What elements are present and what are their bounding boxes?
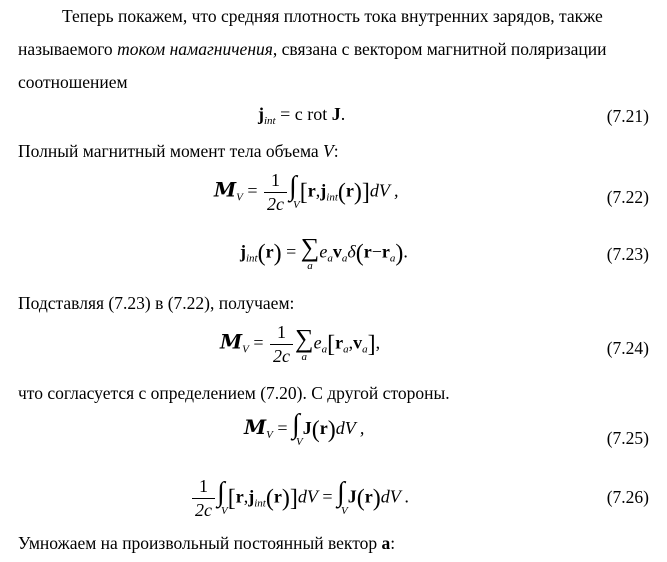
text-run: : <box>390 533 396 553</box>
paren: ( <box>311 417 320 444</box>
equation-rhs: = c rot <box>280 104 328 124</box>
subscript: V <box>236 191 243 204</box>
punct: , <box>375 332 381 353</box>
delta-symbol: δ <box>347 241 356 262</box>
vector-j: j <box>320 180 327 201</box>
fraction <box>192 476 215 521</box>
polarization-symbol: J <box>331 104 341 124</box>
vector-r: r <box>363 241 372 262</box>
equation-number: (7.22) <box>606 187 649 207</box>
paren: ) <box>353 179 362 206</box>
subscript: V <box>266 429 273 442</box>
emphasis-term: током намагничения <box>117 39 273 59</box>
vector-r: r <box>345 180 354 201</box>
integral-sign: ∫ <box>292 409 300 440</box>
subscript: int <box>254 497 266 510</box>
vector-r: r <box>335 332 344 353</box>
differential: dV . <box>380 486 410 507</box>
fraction <box>270 322 293 367</box>
bracket: [ <box>299 179 308 206</box>
equation-number: (7.21) <box>606 106 649 126</box>
paren: ( <box>257 240 266 267</box>
text-run: называемого <box>18 39 118 59</box>
text-run: Полный магнитный момент тела объема <box>18 141 324 161</box>
punct: . <box>403 241 408 262</box>
numerator: 1 <box>199 476 208 496</box>
equals: = <box>277 418 288 439</box>
integral-sign: ∫ <box>289 171 297 203</box>
current-density-symbol: j <box>258 104 264 124</box>
polarization-symbol: J <box>347 486 357 507</box>
paren: ( <box>337 179 346 206</box>
vector-j: j <box>248 486 255 507</box>
integral <box>337 477 348 517</box>
subscript: int <box>326 191 338 204</box>
comma: , <box>348 332 354 353</box>
equation-number: (7.23) <box>606 244 649 264</box>
equals: = <box>247 180 258 201</box>
equation-number: (7.24) <box>606 338 649 358</box>
equation-7-25 <box>244 409 365 449</box>
equation-7-21 <box>258 104 345 127</box>
vector-r: r <box>381 241 390 262</box>
current-density-symbol: j <box>240 241 246 262</box>
integral-limit: V <box>296 436 303 449</box>
numerator: 1 <box>271 170 281 190</box>
paragraph-line: соотношением <box>18 72 128 92</box>
equals: = <box>286 241 297 262</box>
paren: ( <box>356 485 365 512</box>
paragraph-line: Подставляя (7.23) в (7.22), получаем: <box>18 293 295 313</box>
paren: ( <box>265 485 274 512</box>
bracket: [ <box>227 485 236 512</box>
bracket: ] <box>361 179 370 206</box>
magnetic-moment-symbol: M <box>220 329 243 354</box>
paren: ( <box>355 240 364 267</box>
paren: ) <box>395 240 404 267</box>
paren: ) <box>281 485 290 512</box>
punct: . <box>340 104 346 124</box>
sum-sign: ∑ <box>300 233 320 262</box>
integral-limit: V <box>293 198 300 211</box>
subscript: int <box>264 115 276 127</box>
paren: ) <box>273 240 282 267</box>
vector-r: r <box>364 486 373 507</box>
paragraph-line: Теперь покажем, что средняя плотность тока внутренних зарядов, также <box>62 6 603 26</box>
denominator: 2c <box>264 192 287 215</box>
equation-7-23 <box>240 235 408 272</box>
equals: = <box>322 486 333 507</box>
sum-index: a <box>301 351 308 363</box>
text-run: : <box>333 141 339 161</box>
vector-r: r <box>319 418 328 439</box>
equation-7-24 <box>220 322 380 367</box>
integral <box>289 171 300 211</box>
bracket: ] <box>289 485 298 512</box>
denominator: 2c <box>192 498 215 521</box>
magnetic-moment-symbol: M <box>244 415 267 440</box>
polarization-symbol: J <box>302 418 312 439</box>
magnetic-moment-symbol: M <box>214 177 237 202</box>
integral-sign: ∫ <box>217 477 225 509</box>
bracket: ] <box>367 331 376 358</box>
differential: dV <box>297 486 318 507</box>
equation-7-22 <box>214 170 399 215</box>
subscript: V <box>242 343 249 356</box>
subscript: a <box>362 343 368 356</box>
differential: dV , <box>335 418 365 439</box>
charge-symbol: e <box>319 241 328 262</box>
integral-limit: V <box>341 504 348 517</box>
paragraph-line <box>18 143 339 161</box>
integral <box>292 409 303 449</box>
vector-r: r <box>273 486 282 507</box>
subscript: a <box>341 252 348 265</box>
comma: , <box>315 180 321 201</box>
sum-sign: ∑ <box>295 324 314 353</box>
paren: ) <box>327 417 336 444</box>
subscript: a <box>327 252 333 265</box>
integral-sign: ∫ <box>337 477 345 509</box>
differential: dV , <box>369 180 399 201</box>
vector-a: a <box>381 533 391 553</box>
bracket: [ <box>327 331 336 358</box>
subscript: a <box>343 343 349 356</box>
denominator: 2c <box>270 344 293 367</box>
text-run: , связана с вектором магнитной поляризации <box>272 39 607 59</box>
charge-symbol: e <box>313 332 322 353</box>
fraction <box>264 170 287 215</box>
equation-number: (7.25) <box>606 428 649 448</box>
numerator: 1 <box>277 322 287 342</box>
paragraph-line <box>18 535 395 553</box>
vector-r: r <box>307 180 316 201</box>
vector-r: r <box>235 486 244 507</box>
subscript: int <box>246 252 258 265</box>
sum-index: a <box>307 260 313 272</box>
subscript: a <box>389 252 396 265</box>
integral <box>217 477 228 517</box>
volume-var: V <box>323 141 334 161</box>
minus: − <box>371 241 382 262</box>
velocity-symbol: v <box>332 241 342 262</box>
comma: , <box>243 486 249 507</box>
subscript: a <box>321 343 328 356</box>
integral-limit: V <box>221 504 228 517</box>
paren: ) <box>372 485 381 512</box>
paragraph-line <box>18 41 607 59</box>
summation <box>295 326 314 363</box>
equation-number: (7.26) <box>606 487 649 507</box>
equals: = <box>253 332 264 353</box>
vector-r: r <box>265 241 274 262</box>
text-run: Умножаем на произвольный постоянный вектор <box>18 533 382 553</box>
equation-7-26 <box>190 476 409 521</box>
velocity-symbol: v <box>353 332 363 353</box>
summation <box>301 235 320 272</box>
paragraph-line: что согласуется с определением (7.20). С другой стороны. <box>18 383 450 403</box>
